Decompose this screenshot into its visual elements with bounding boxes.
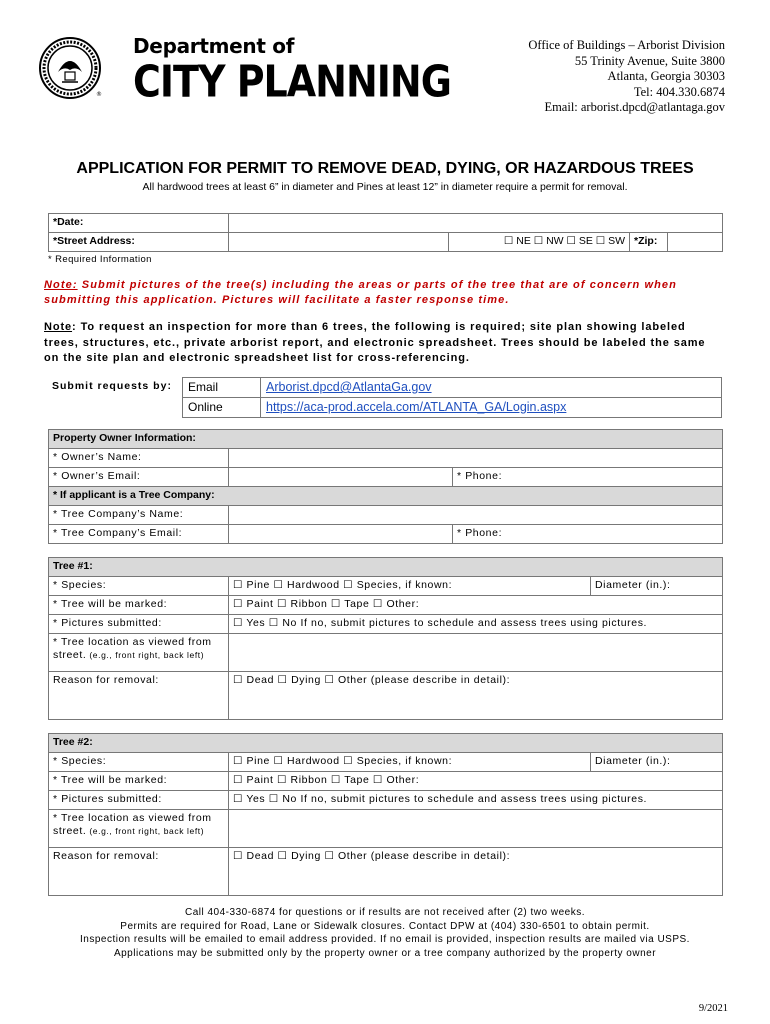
pictures-checkboxes[interactable]: ☐ Yes ☐ No If no, submit pictures to schedule and assess trees using pictures.: [229, 615, 723, 634]
required-info-note: * Required Information: [48, 254, 152, 265]
street-address-label: *Street Address:: [49, 233, 229, 252]
company-email-field[interactable]: [229, 525, 453, 544]
zip-field[interactable]: [668, 233, 723, 252]
email-link[interactable]: Arborist.dpcd@AtlantaGa.gov: [261, 378, 722, 398]
online-method-label: Online: [183, 398, 261, 418]
location-hint: (e.g., front right, back left): [86, 826, 205, 836]
pictures-label: * Pictures submitted:: [49, 615, 229, 634]
reason-label: Reason for removal:: [49, 672, 229, 720]
page-header: [0, 0, 770, 130]
location-field[interactable]: [229, 810, 723, 848]
street-address-field[interactable]: [229, 233, 449, 252]
marked-label: * Tree will be marked:: [49, 772, 229, 791]
note-label: Note:: [44, 279, 78, 291]
tree-2-table: [48, 733, 723, 896]
online-portal-link[interactable]: https://aca-prod.accela.com/ATLANTA_GA/Login.aspx: [261, 398, 722, 418]
note-label: Note: [44, 321, 73, 333]
company-email-label: * Tree Company’s Email:: [49, 525, 229, 544]
office-line: Tel: 404.330.6874: [633, 84, 725, 99]
revision-date: 9/2021: [698, 1003, 728, 1014]
date-label: *Date:: [49, 214, 229, 233]
form-title: APPLICATION FOR PERMIT TO REMOVE DEAD, DYING, OR HAZARDOUS TREES: [76, 160, 694, 177]
inspection-note: [44, 320, 724, 367]
tree-heading: Tree #2:: [49, 734, 723, 753]
note-text: Submit pictures of the tree(s) including the areas or parts of the tree that are of concern when submitting this application. Pictures will facilitate a faster response time.: [44, 279, 677, 306]
company-name-field[interactable]: [229, 506, 723, 525]
office-line: Atlanta, Georgia 30303: [607, 69, 725, 83]
date-field[interactable]: [229, 214, 723, 233]
footer-notes: [0, 906, 770, 960]
svg-text:®: ®: [96, 91, 102, 98]
zip-label: *Zip:: [630, 233, 668, 252]
email-method-label: Email: [183, 378, 261, 398]
owner-phone-field[interactable]: [517, 468, 723, 487]
owner-section-heading: Property Owner Information:: [49, 430, 723, 449]
species-label: * Species:: [49, 753, 229, 772]
species-label: * Species:: [49, 577, 229, 596]
office-line: Office of Buildings – Arborist Division: [528, 38, 725, 52]
company-phone-field[interactable]: [517, 525, 723, 544]
owner-name-label: * Owner’s Name:: [49, 449, 229, 468]
marked-checkboxes[interactable]: ☐ Paint ☐ Ribbon ☐ Tape ☐ Other:: [229, 772, 723, 791]
city-planning-logo-text: CITY PLANNING: [133, 56, 451, 107]
footer-line: Call 404-330-6874 for questions or if results are not received after (2) two weeks.: [184, 907, 585, 918]
department-label: Department of: [133, 34, 295, 58]
tree-company-heading: * If applicant is a Tree Company:: [49, 487, 723, 506]
tree-heading: Tree #1:: [49, 558, 723, 577]
submit-methods-table: [182, 377, 722, 418]
owner-email-label: * Owner’s Email:: [49, 468, 229, 487]
office-address-block: [528, 38, 725, 116]
reason-checkboxes[interactable]: ☐ Dead ☐ Dying ☐ Other (please describe in detail):: [229, 848, 723, 896]
owner-phone-label: * Phone:: [453, 468, 517, 487]
note-text: : To request an inspection for more than 6 trees, the following is required; site plan showing labeled trees, structures, etc., private arborist report, and electronic spreadsheet. Trees should be labeled the same on the site plan and electronic spreadsheet list for cross-referencing.: [44, 321, 706, 364]
pictures-label: * Pictures submitted:: [49, 791, 229, 810]
location-hint: (e.g., front right, back left): [86, 650, 205, 660]
species-checkboxes[interactable]: ☐ Pine ☐ Hardwood ☐ Species, if known:: [229, 753, 591, 772]
pictures-note: [44, 278, 724, 308]
submit-requests-label: Submit requests by:: [52, 380, 172, 392]
owner-email-field[interactable]: [229, 468, 453, 487]
footer-line: Inspection results will be emailed to email address provided. If no email is provided, inspection results are mailed via USPS.: [80, 934, 690, 945]
tree-1-table: [48, 557, 723, 720]
location-field[interactable]: [229, 634, 723, 672]
footer-line: Permits are required for Road, Lane or Sidewalk closures. Contact DPW at (404) 330-6501 to obtain permit.: [120, 920, 650, 932]
reason-label: Reason for removal:: [49, 848, 229, 896]
company-name-label: * Tree Company’s Name:: [49, 506, 229, 525]
owner-info-table: [48, 429, 723, 544]
marked-checkboxes[interactable]: ☐ Paint ☐ Ribbon ☐ Tape ☐ Other:: [229, 596, 723, 615]
location-label-text: * Tree location as viewed from street.: [53, 636, 212, 661]
office-email: Email: arborist.dpcd@atlantaga.gov: [544, 100, 725, 114]
direction-checkboxes[interactable]: ☐ NE ☐ NW ☐ SE ☐ SW: [449, 233, 630, 252]
footer-line: Applications may be submitted only by the property owner or a tree company authorized by the property owner: [113, 947, 657, 959]
marked-label: * Tree will be marked:: [49, 596, 229, 615]
office-line: 55 Trinity Avenue, Suite 3800: [574, 53, 725, 68]
date-address-table: [48, 213, 723, 252]
location-label: [49, 634, 229, 672]
diameter-label[interactable]: Diameter (in.):: [591, 577, 723, 596]
species-checkboxes[interactable]: ☐ Pine ☐ Hardwood ☐ Species, if known:: [229, 577, 591, 596]
form-subtitle: All hardwood trees at least 6” in diameter and Pines at least 12” in diameter require a permit for removal.: [142, 181, 628, 193]
city-seal-icon: [38, 36, 102, 100]
owner-name-field[interactable]: [229, 449, 723, 468]
reason-checkboxes[interactable]: ☐ Dead ☐ Dying ☐ Other (please describe in detail):: [229, 672, 723, 720]
pictures-checkboxes[interactable]: ☐ Yes ☐ No If no, submit pictures to schedule and assess trees using pictures.: [229, 791, 723, 810]
location-label: [49, 810, 229, 848]
company-phone-label: * Phone:: [453, 525, 517, 544]
diameter-label[interactable]: Diameter (in.):: [591, 753, 723, 772]
location-label-text: * Tree location as viewed from street.: [53, 812, 212, 837]
